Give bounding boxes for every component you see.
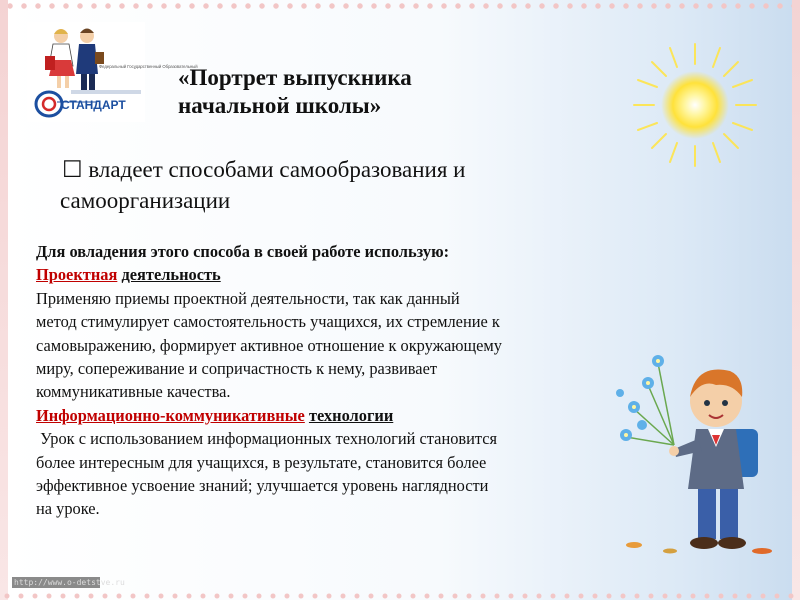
section1-line: Применяю приемы проектной деятельности, так как данный bbox=[36, 288, 460, 308]
bullet-line-1: владеет способами самообразования и bbox=[88, 157, 466, 182]
section2-heading bbox=[36, 404, 676, 427]
slide-title bbox=[178, 64, 558, 120]
flower-bouquet bbox=[616, 355, 674, 445]
logo-brand-text: СТАНДАРТ bbox=[61, 98, 126, 112]
section2-line: эффективное усвоение знаний; улучшается уровень наглядности bbox=[36, 476, 489, 496]
section1-line: миру, сопереживание и сопричастность к нему, развивает bbox=[36, 359, 438, 379]
title-line-2: начальной школы» bbox=[178, 93, 382, 118]
right-border bbox=[792, 0, 800, 600]
logo-caption-text: Федеральный Государственный Образовательный bbox=[99, 64, 198, 69]
intro-line: Для овладения этого способа в своей работе использую: bbox=[36, 242, 450, 261]
section2-line: на уроке. bbox=[36, 499, 100, 519]
fgos-standard-logo bbox=[27, 22, 198, 122]
section2-heading-red: Информационно-коммуникативные bbox=[36, 405, 305, 425]
bottom-dot-border bbox=[0, 592, 800, 600]
bullet-line-2: самоорганизации bbox=[60, 188, 231, 213]
section1-heading bbox=[36, 263, 676, 286]
section1-heading-rest: деятельность bbox=[121, 265, 221, 285]
left-border bbox=[0, 0, 8, 600]
competency-bullet bbox=[62, 154, 602, 216]
section1-line: метод стимулирует самостоятельность учащихся, их стремление к bbox=[36, 312, 500, 332]
body-text bbox=[36, 240, 676, 521]
boy-with-flowers-illustration bbox=[612, 345, 788, 557]
section2-heading-rest: технологии bbox=[308, 405, 394, 425]
sun-icon bbox=[630, 40, 760, 170]
watermark: http://www.o-detstve.ru bbox=[14, 578, 125, 587]
section1-line: коммуникативные качества. bbox=[36, 382, 231, 402]
section2-line: Урок с использованием информационных технологий становится bbox=[36, 429, 498, 449]
section2-line: более интересным для учащихся, в результате, становится более bbox=[36, 452, 487, 472]
section1-line: самовыражению, формирует активное отношение к окружающему bbox=[36, 335, 502, 355]
section1-heading-red: Проектная bbox=[36, 265, 118, 285]
top-dot-border bbox=[0, 0, 800, 12]
title-line-1: «Портрет выпускника bbox=[178, 65, 412, 90]
checkbox-icon: ☐ bbox=[62, 157, 83, 182]
